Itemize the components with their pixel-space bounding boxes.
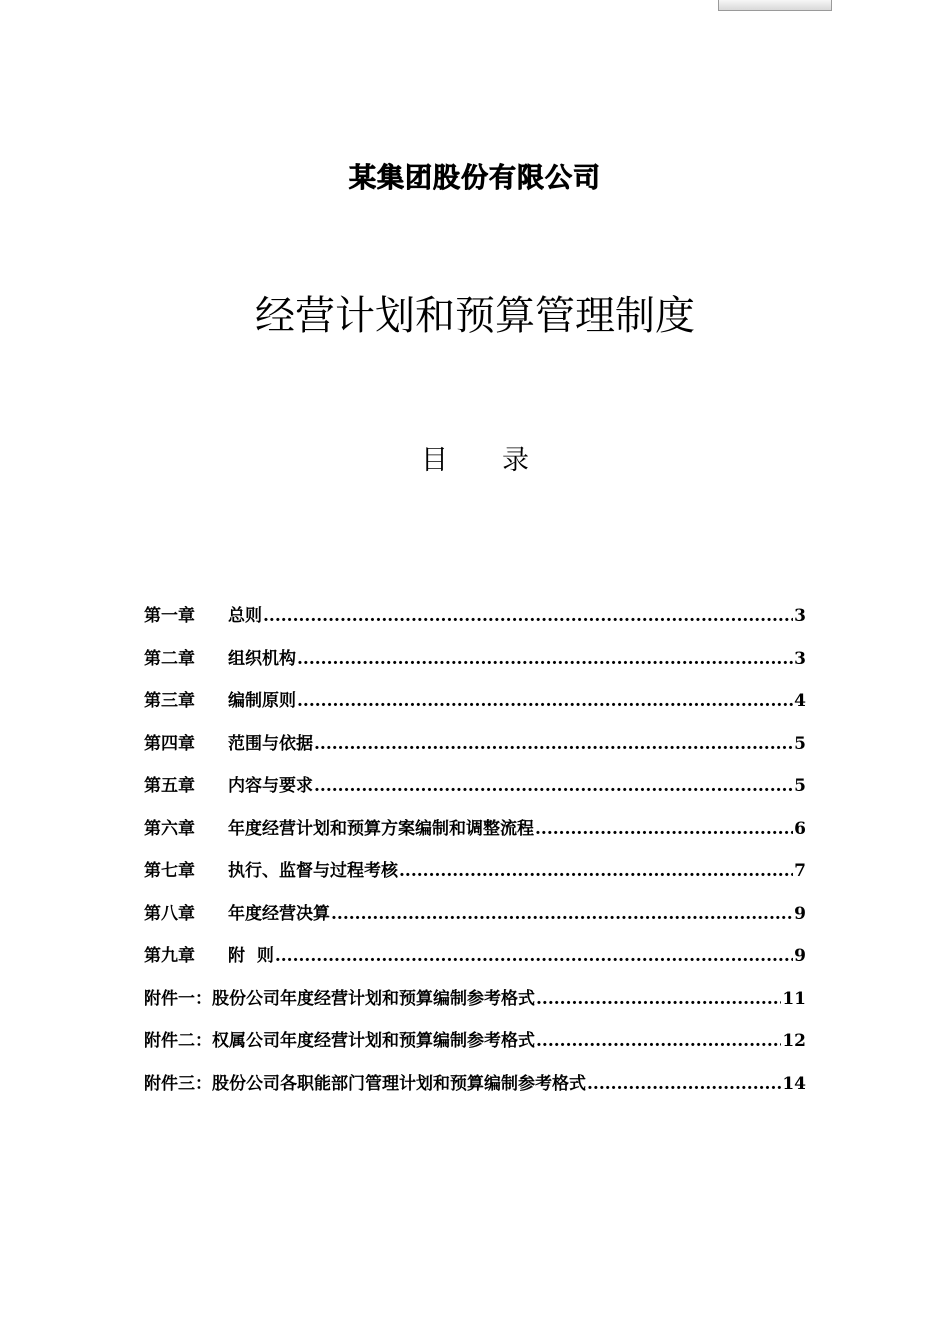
toc-item-chapter-3[interactable] bbox=[144, 686, 806, 729]
toc-heading-char-1: 目 bbox=[421, 445, 448, 476]
toc-chapter-number: 第四章 bbox=[144, 733, 195, 754]
toc-page-number: 3 bbox=[794, 648, 806, 669]
toc-page-number: 11 bbox=[782, 988, 806, 1009]
toc-item-appendix-2[interactable] bbox=[144, 1026, 806, 1069]
toc-chapter-title: 年度经营计划和预算方案编制和调整流程 bbox=[228, 818, 534, 839]
company-name: 某集团股份有限公司 bbox=[349, 163, 601, 194]
toc-leader-dots bbox=[536, 989, 781, 1009]
toc-leader-dots bbox=[297, 649, 793, 669]
toc-chapter-number: 第三章 bbox=[144, 691, 195, 711]
toc-page-number: 12 bbox=[782, 1031, 806, 1051]
toc-leader-dots bbox=[314, 776, 793, 796]
document-title: 经营计划和预算管理制度 bbox=[255, 293, 695, 339]
toc-chapter-number: 第九章 bbox=[144, 946, 195, 966]
toc-item-chapter-8[interactable] bbox=[144, 899, 806, 942]
toc-item-chapter-9[interactable] bbox=[144, 941, 806, 984]
toc-item-chapter-5[interactable] bbox=[144, 771, 806, 814]
toc-heading bbox=[0, 438, 950, 477]
toc-chapter-number: 第一章 bbox=[144, 606, 195, 626]
toc-item-appendix-1[interactable] bbox=[144, 984, 806, 1027]
toc-leader-dots bbox=[297, 691, 793, 711]
toc-chapter-number: 第六章 bbox=[144, 818, 195, 839]
toc-item-chapter-1[interactable] bbox=[144, 601, 806, 644]
toc-appendix-title: 附件二：权属公司年度经营计划和预算编制参考格式 bbox=[144, 1031, 535, 1051]
header-tab bbox=[718, 0, 832, 11]
toc-page-number: 7 bbox=[794, 861, 806, 881]
toc-item-chapter-6[interactable] bbox=[144, 814, 806, 857]
toc-page-number: 6 bbox=[794, 818, 806, 839]
toc-page-number: 4 bbox=[794, 691, 806, 711]
toc-leader-dots bbox=[263, 606, 793, 626]
toc-appendix-title: 附件三：股份公司各职能部门管理计划和预算编制参考格式 bbox=[144, 1073, 586, 1094]
toc-heading-char-2: 录 bbox=[502, 445, 529, 476]
toc-item-appendix-3[interactable] bbox=[144, 1069, 806, 1112]
toc-chapter-number: 第五章 bbox=[144, 776, 195, 796]
toc-chapter-title: 内容与要求 bbox=[228, 776, 313, 796]
toc-chapter-title: 编制原则 bbox=[228, 691, 296, 711]
toc-leader-dots bbox=[314, 734, 793, 754]
toc-chapter-title: 附 则 bbox=[228, 946, 274, 966]
toc-leader-dots bbox=[275, 946, 793, 966]
toc-leader-dots bbox=[587, 1074, 781, 1094]
toc-chapter-title: 组织机构 bbox=[228, 648, 296, 669]
toc-chapter-number: 第八章 bbox=[144, 903, 195, 924]
toc-page-number: 5 bbox=[794, 776, 806, 796]
toc-page-number: 9 bbox=[794, 903, 806, 924]
toc-page-number: 9 bbox=[794, 946, 806, 966]
toc-chapter-title: 总则 bbox=[228, 606, 262, 626]
table-of-contents bbox=[144, 601, 806, 1111]
toc-leader-dots bbox=[331, 904, 793, 924]
toc-appendix-title: 附件一：股份公司年度经营计划和预算编制参考格式 bbox=[144, 988, 535, 1009]
toc-chapter-number: 第七章 bbox=[144, 861, 195, 881]
toc-item-chapter-4[interactable] bbox=[144, 729, 806, 772]
toc-page-number: 5 bbox=[794, 733, 806, 754]
toc-chapter-number: 第二章 bbox=[144, 648, 195, 669]
toc-item-chapter-2[interactable] bbox=[144, 644, 806, 687]
toc-leader-dots bbox=[535, 819, 793, 839]
toc-item-chapter-7[interactable] bbox=[144, 856, 806, 899]
toc-leader-dots bbox=[536, 1031, 781, 1051]
toc-chapter-title: 年度经营决算 bbox=[228, 903, 330, 924]
toc-page-number: 14 bbox=[782, 1073, 806, 1094]
toc-page-number: 3 bbox=[794, 606, 806, 626]
toc-leader-dots bbox=[399, 861, 793, 881]
toc-chapter-title: 范围与依据 bbox=[228, 733, 313, 754]
toc-chapter-title: 执行、监督与过程考核 bbox=[228, 861, 398, 881]
